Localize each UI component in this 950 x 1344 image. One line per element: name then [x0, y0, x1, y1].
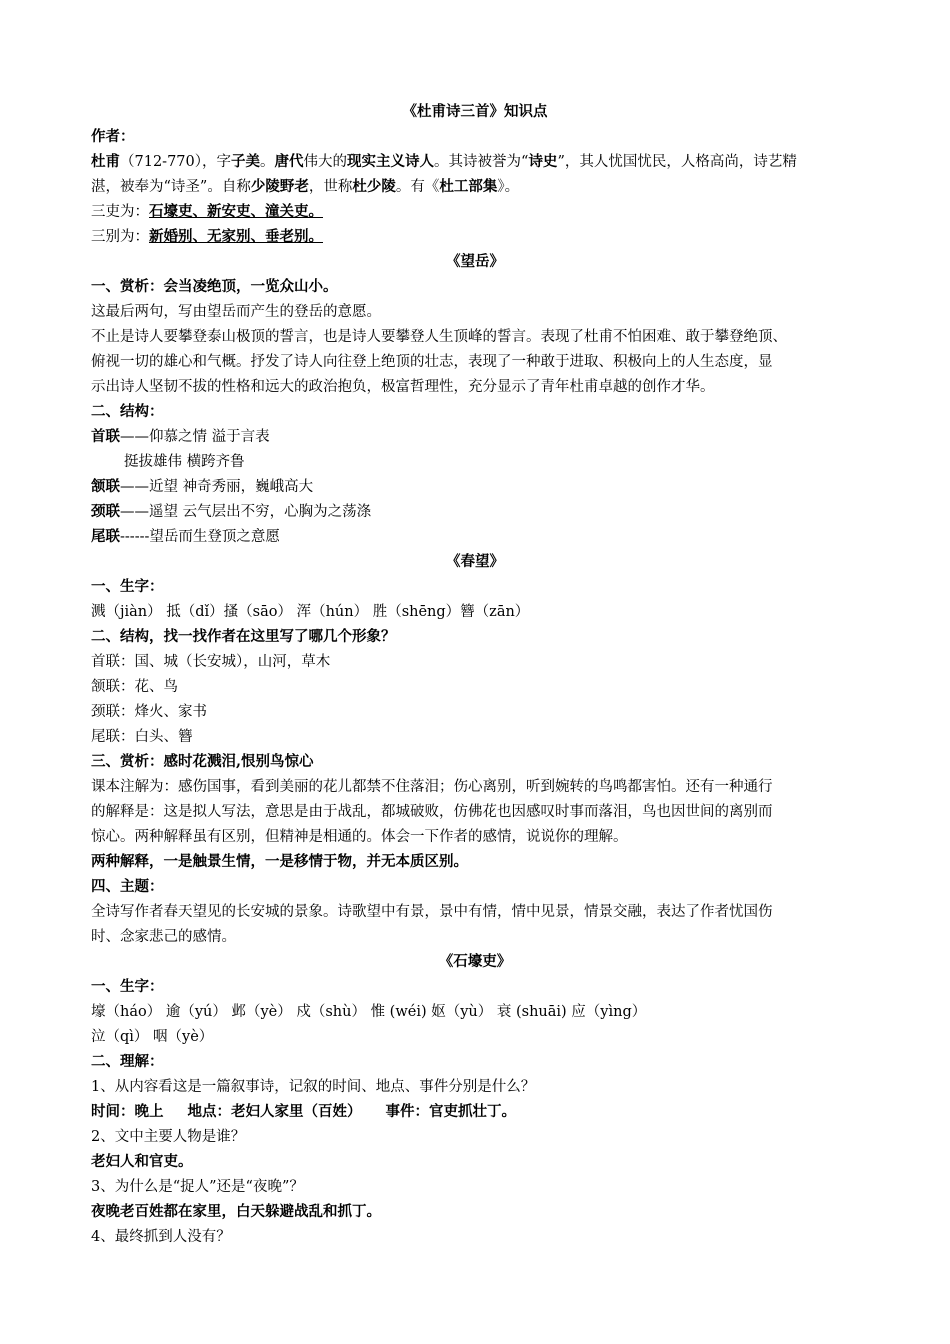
chunwang-section-3: 三、赏析：感时花溅泪,恨别鸟惊心: [91, 753, 314, 770]
wangyue-section-1: 一、赏析：会当凌绝顶，一览众山小。: [91, 278, 338, 295]
wangyue-title: 《望岳》: [446, 253, 504, 270]
chunwang-theme-line-1: 全诗写作者春天望见的长安城的景象。诗歌望中有景，景中有情，情中见景，情景交融，表达了作者忧国伤: [91, 904, 773, 920]
chunwang-bold-conclusion: 两种解释，一是触景生情，一是移情于物，并无本质区别。: [91, 853, 468, 870]
wangyue-paragraph-2-line-3: 示出诗人坚韧不拔的性格和远大的政治抱负，极富哲理性，充分显示了青年杜甫卓越的创作才华。: [91, 379, 715, 395]
chunwang-title: 《春望》: [446, 553, 504, 570]
shihao-question-3: 3、为什么是“捉人”还是“夜晚”？: [91, 1179, 304, 1195]
wangyue-paragraph-2-line-2: 俯视一切的雄心和气概。抒发了诗人向往登上绝顶的壮志，表现了一种敢于进取、积极向上的人生态度，显: [91, 354, 773, 370]
chunwang-section-1: 一、生字：: [91, 578, 164, 595]
wangyue-section-2: 二、结构：: [91, 403, 164, 420]
chunwang-structure-4: 尾联：白头、簪: [91, 729, 193, 745]
chunwang-structure-1: 首联：国、城（长安城），山河，草木: [91, 654, 331, 670]
shihao-question-1: 1、从内容看这是一篇叙事诗，记叙的时间、地点、事件分别是什么？: [91, 1079, 536, 1095]
shihao-answer-1: 时间：晚上 地点：老妇人家里（百姓） 事件：官吏抓壮丁。: [91, 1103, 516, 1120]
shihao-question-4: 4、最终抓到人没有？: [91, 1229, 231, 1245]
wangyue-paragraph-2-line-1: 不止是诗人要攀登泰山极顶的誓言，也是诗人要攀登人生顶峰的誓言。表现了杜甫不怕困难、敢于攀登绝顶、: [91, 329, 787, 345]
author-heading: 作者：: [91, 128, 135, 145]
chunwang-theme-line-2: 时、念家悲己的感情。: [91, 929, 236, 945]
chunwang-structure-3: 颈联：烽火、家书: [91, 704, 207, 720]
shihao-answer-3: 夜晚老百姓都在家里，白天躲避战乱和抓丁。: [91, 1203, 381, 1220]
wangyue-structure-2: 颔联——近望 神奇秀丽，巍峨高大: [91, 478, 314, 495]
sanbie-line: 三别为：新婚别、无家别、垂老别。: [91, 228, 323, 245]
wangyue-paragraph-1: 这最后两句，写由望岳而产生的登岳的意愿。: [91, 304, 381, 320]
shihao-characters-1: 壕（háo） 逾（yú） 邺（yè） 戍（shù） 惟 (wéi) 妪（yù） 衰 (shuāi) 应（yìng）: [91, 1004, 647, 1020]
chunwang-paragraph-3-line-3: 惊心。两种解释虽有区别，但精神是相通的。体会一下作者的感情，说说你的理解。: [91, 829, 628, 845]
wangyue-structure-3: 颈联——遥望 云气层出不穷，心胸为之荡涤: [91, 503, 372, 520]
wangyue-structure-1: 首联——仰慕之情 溢于言表: [91, 428, 270, 445]
chunwang-structure-2: 颔联：花、鸟: [91, 679, 178, 695]
shihao-section-2: 二、理解：: [91, 1053, 164, 1070]
shihao-question-2: 2、文中主要人物是谁？: [91, 1129, 246, 1145]
document-title: 《杜甫诗三首》知识点: [402, 103, 548, 120]
shihao-characters-2: 泣（qì） 咽（yè）: [91, 1029, 214, 1045]
shihao-answer-2: 老妇人和官吏。: [91, 1153, 193, 1170]
shihao-title: 《石壕吏》: [438, 953, 512, 970]
shihao-section-1: 一、生字：: [91, 978, 164, 995]
author-line-2: 湛，被奉为“诗圣”。自称少陵野老，世称杜少陵。有《杜工部集》。: [91, 178, 520, 195]
wangyue-structure-4: 尾联------望岳而生登顶之意愿: [91, 528, 280, 545]
chunwang-paragraph-3-line-1: 课本注解为：感伤国事，看到美丽的花儿都禁不住落泪；伤心离别，听到婉转的鸟鸣都害怕。还有一种通行: [91, 779, 773, 795]
chunwang-paragraph-3-line-2: 的解释是：这是拟人写法，意思是由于战乱，都城破败，仿佛花也因感叹时事而落泪，鸟也因世间的离别而: [91, 804, 773, 820]
chunwang-section-2: 二、结构，找一找作者在这里写了哪几个形象？: [91, 628, 396, 645]
author-line-1: 杜甫（712-770），字子美。唐代伟大的现实主义诗人。其诗被誉为“诗史”，其人忧国忧民，人格高尚，诗艺精: [91, 153, 797, 170]
chunwang-section-4: 四、主题：: [91, 878, 164, 895]
wangyue-structure-1b: 挺拔雄伟 横跨齐鲁: [124, 454, 245, 470]
sanli-line: 三吏为：石壕吏、新安吏、潼关吏。: [91, 203, 323, 220]
chunwang-characters: 溅（jiàn） 抵（dǐ）搔（sāo） 浑（hún） 胜（shēng）簪（zān）: [91, 604, 530, 620]
